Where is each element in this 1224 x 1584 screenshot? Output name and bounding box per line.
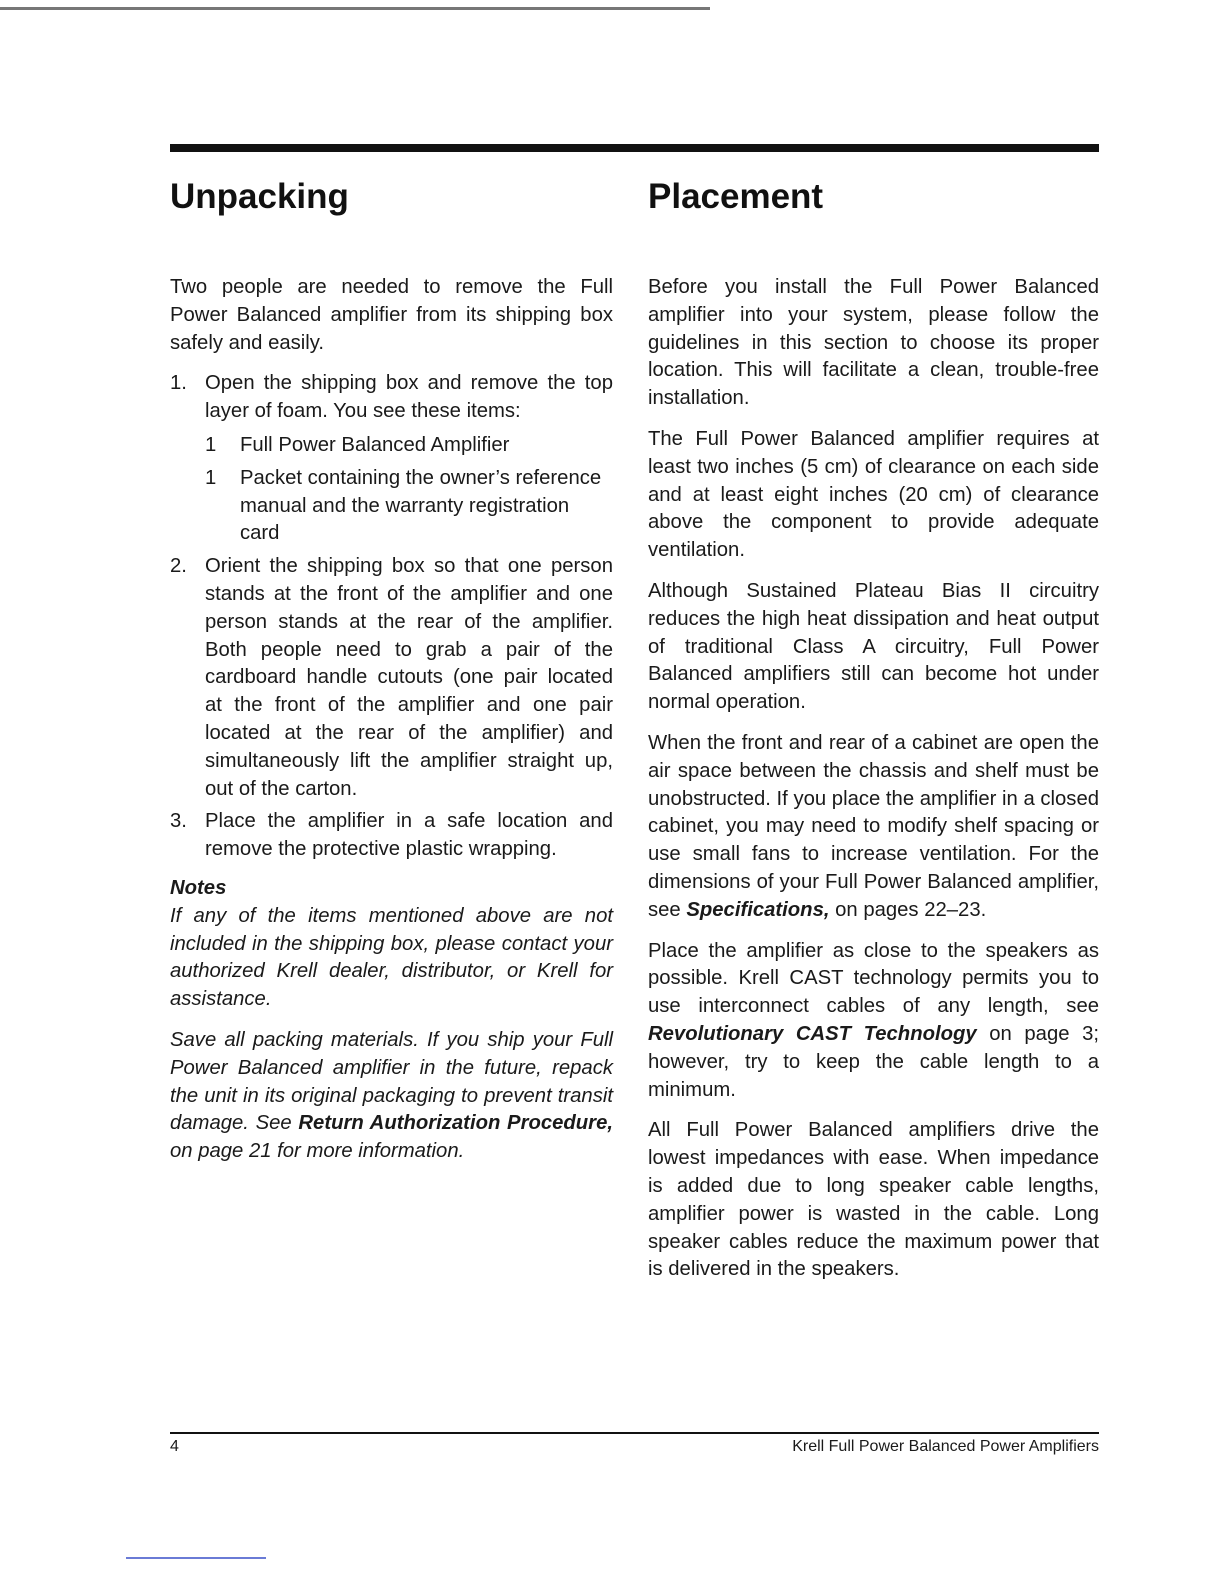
cast-technology-ref: Revolutionary CAST Technology — [648, 1022, 977, 1045]
placement-heading: Placement — [648, 177, 824, 216]
scan-artifact-bottom — [126, 1557, 266, 1559]
step-number: 1. — [170, 372, 187, 395]
item-quantity: 1 — [205, 466, 217, 489]
footer-rule — [170, 1432, 1099, 1434]
placement-paragraph-5 — [648, 938, 1099, 1105]
return-authorization-ref: Return Authorization Procedure, — [298, 1112, 613, 1135]
step-2 — [170, 553, 613, 803]
item-quantity: 1 — [205, 433, 217, 456]
unpacking-intro: Two people are needed to remove the Full Power Balanced amplifier from its shipping box safely and easily. — [170, 276, 613, 354]
item-text: Packet containing the owner’s reference manual and the warranty registration card — [240, 466, 602, 545]
notes-title: Notes — [170, 876, 227, 899]
item-text: Full Power Balanced Amplifier — [240, 433, 510, 456]
step-number: 3. — [170, 810, 187, 833]
paragraph-text: Place the amplifier as close to the speakers as possible. Krell CAST technology permits you to use interconnect cables of any length, see — [648, 939, 1099, 1018]
placement-paragraph-2: The Full Power Balanced amplifier requires at least two inches (5 cm) of clearance on each side and at least eight inches (20 cm) of clearance above the component to provide adequate ventilation. — [648, 427, 1099, 562]
scan-artifact-top — [0, 7, 710, 10]
footer-title: Krell Full Power Balanced Power Amplifiers — [792, 1438, 1099, 1455]
unpacking-column — [170, 178, 613, 1179]
step-text: Place the amplifier in a safe location and remove the protective plastic wrapping. — [205, 810, 613, 861]
placement-paragraph-3: Although Sustained Plateau Bias II circuitry reduces the high heat dissipation and heat output of traditional Class A circuitry, Full Power Balanced amplifiers still can become hot under normal operation. — [648, 579, 1099, 714]
paragraph-text: on pages 22–23. — [829, 898, 987, 921]
unpacking-steps — [170, 370, 613, 864]
unpacking-heading: Unpacking — [170, 177, 349, 216]
placement-paragraph-6: All Full Power Balanced amplifiers drive the lowest impedances with ease. When impedance is added due to long speaker cable lengths, amplifier power is wasted in the cable. Long speaker cables reduce the maximum power that is delivered in the speakers. — [648, 1119, 1099, 1281]
note-missing-items: If any of the items mentioned above are not included in the shipping box, please contact your authorized Krell dealer, distributor, or Krell for assistance. — [170, 904, 613, 1011]
specifications-ref: Specifications, — [686, 898, 830, 921]
paragraph-text: When the front and rear of a cabinet are open the air space between the chassis and shelf must be unobstructed. If you place the amplifier in a closed cabinet, you may need to modify shelf spacing or use small fans to increase ventilation. For the dimensions of your Full Power Balanced amplifier, see — [648, 731, 1099, 921]
items-list — [205, 432, 613, 548]
paragraph-text: on page 3; however, try to keep the cable length to a minimum. — [648, 1022, 1100, 1101]
step-number: 2. — [170, 555, 187, 578]
placement-paragraph-1: Before you install the Full Power Balanced amplifier into your system, please follow the guidelines in this section to choose its proper location. This will facilitate a clean, trouble-free installation. — [648, 276, 1099, 410]
placement-paragraph-4 — [648, 730, 1099, 925]
step-3 — [170, 808, 613, 864]
header-rule — [170, 144, 1099, 152]
page-number: 4 — [170, 1438, 179, 1455]
placement-column — [648, 178, 1099, 1297]
list-item — [205, 432, 613, 460]
step-text: Orient the shipping box so that one person stands at the front of the amplifier and one person stands at the rear of the amplifier. Both people need to grab a pair of the cardboard handle cutouts (one pair located at the front of the amplifier and one pair located at the rear of the amplifier) and simultaneously lift the amplifier straight up, out of the carton. — [205, 555, 613, 800]
step-text: Open the shipping box and remove the top layer of foam. You see these items: — [205, 372, 613, 423]
step-1 — [170, 370, 613, 548]
note-packing-materials — [170, 1027, 613, 1166]
note-text: Save all packing materials. If you ship your Full Power Balanced amplifier in the future, repack the unit in its original packaging to prevent transit damage. See — [170, 1028, 613, 1135]
note-text: on page 21 for more information. — [170, 1140, 465, 1163]
list-item — [205, 465, 613, 548]
